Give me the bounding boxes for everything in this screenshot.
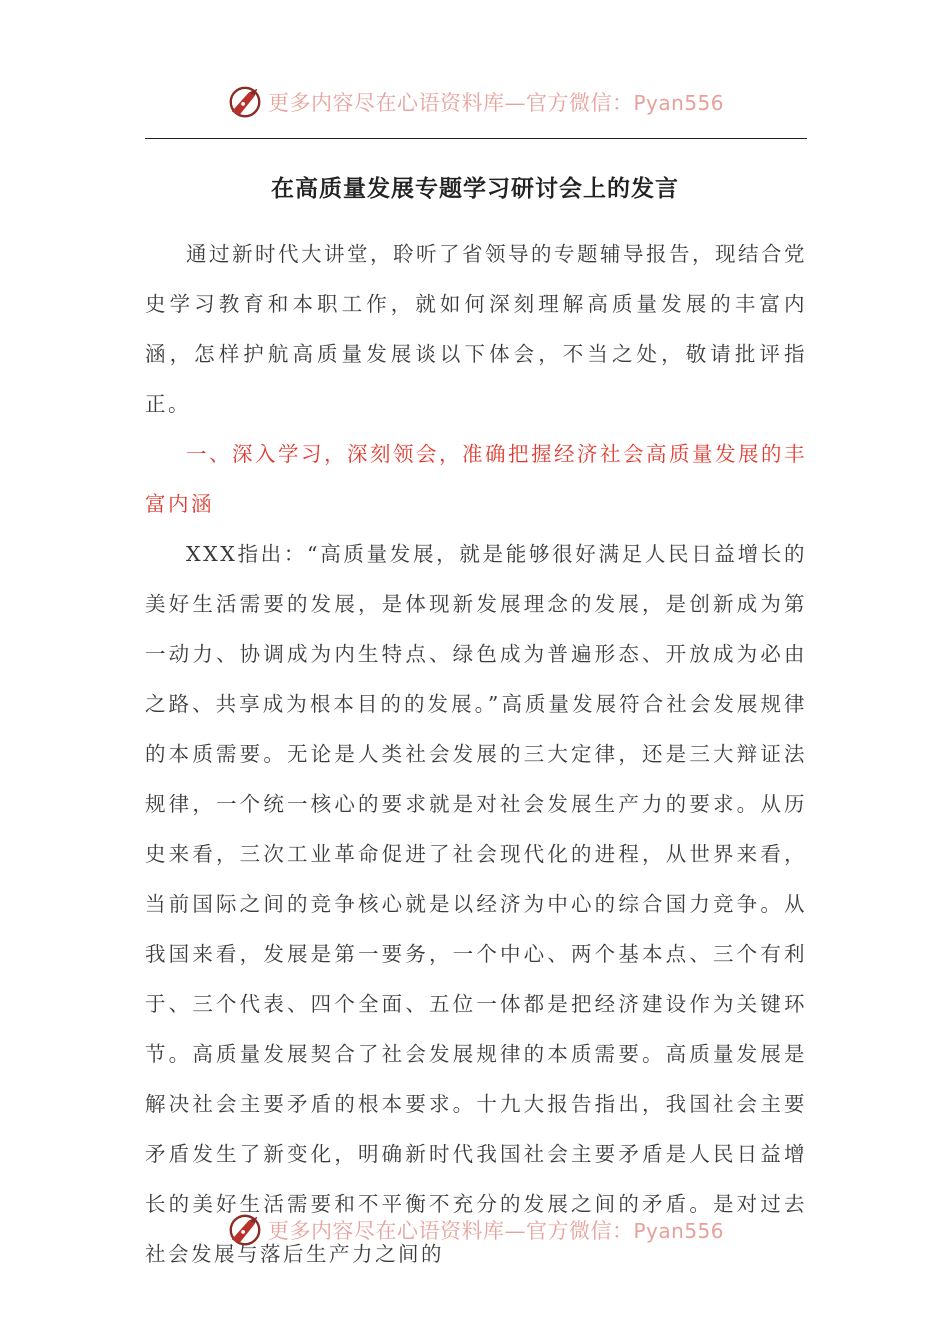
- document-body: [145, 229, 807, 1279]
- body-paragraph: XXX指出：“高质量发展，就是能够很好满足人民日益增长的美好生活需要的发展，是体现新发展理念的发展，是创新成为第一动力、协调成为内生特点、绿色成为普遍形态、开放成为必由之路、共享成为根本目的的发展。”高质量发展符合社会发展规律的本质需要。无论是人类社会发展的三大定律，还是三大辩证法规律，一个统一核心的要求就是对社会发展生产力的要求。从历史来看，三次工业革命促进了社会现代化的进程，从世界来看，当前国际之间的竞争核心就是以经济为中心的综合国力竞争。从我国来看，发展是第一要务，一个中心、两个基本点、三个有利于、三个代表、四个全面、五位一体都是把经济建设作为关键环节。高质量发展契合了社会发展规律的本质需要。高质量发展是解决社会主要矛盾的根本要求。十九大报告指出，我国社会主要矛盾发生了新变化，明确新时代我国社会主要矛盾是人民日益增长的美好生活需要和不平衡不充分的发展之间的矛盾。是对过去社会发展与落后生产力之间的: [145, 542, 807, 1266]
- pen-nib-logo-icon: [226, 83, 264, 121]
- wechat-handle: Pyan556: [633, 91, 724, 115]
- intro-paragraph: 通过新时代大讲堂，聆听了省领导的专题辅导报告，现结合党史学习教育和本职工作，就如何深刻理解高质量发展的丰富内涵，怎样护航高质量发展谈以下体会，不当之处，敬请批评指正。: [145, 242, 807, 416]
- wechat-handle: Pyan556: [633, 1219, 724, 1243]
- header-divider: [145, 138, 807, 139]
- footer-banner: [0, 1206, 950, 1254]
- document-title: 在高质量发展专题学习研讨会上的发言: [271, 175, 679, 202]
- pen-nib-logo-icon: [226, 1211, 264, 1249]
- section-heading: 一、深入学习，深刻领会，准确把握经济社会高质量发展的丰富内涵: [145, 442, 807, 516]
- banner-text: 更多内容尽在心语资料库—官方微信：Pyan556: [267, 1219, 724, 1243]
- banner-text: 更多内容尽在心语资料库—官方微信：Pyan556: [267, 91, 724, 115]
- header-banner: [0, 78, 950, 126]
